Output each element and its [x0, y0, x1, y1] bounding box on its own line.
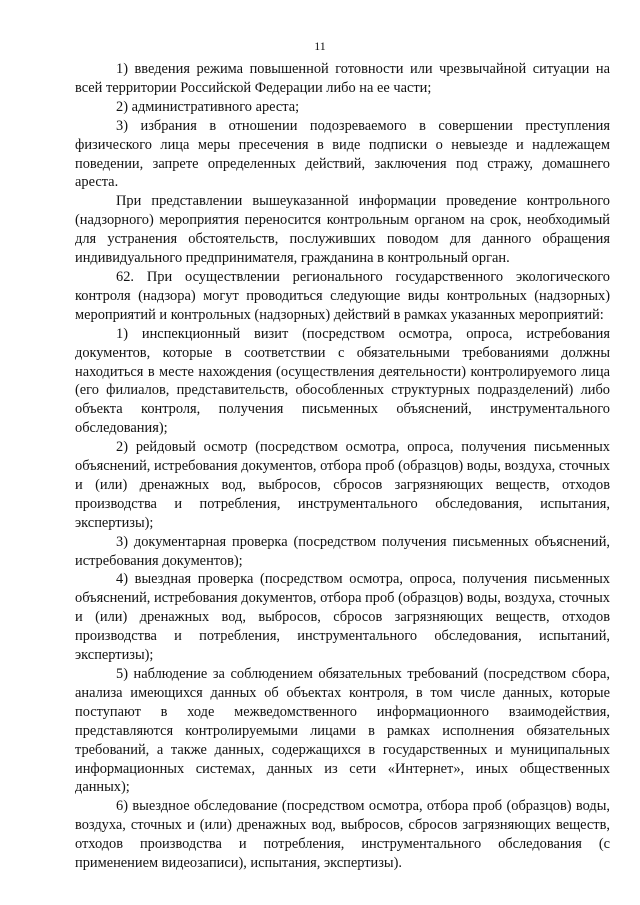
paragraph-compliance-monitoring: 5) наблюдение за соблюдением обязательных требований (посредством сбора, анализа имеющихся данных об объектах контроля, в том числе данных, которые поступают в ходе межведомственного информационного взаимодействия, представляются контролируемыми лицами в рамках исполнения обязательных требований, а также данных, содержащихся в государственных и муниципальных информационных системах, данных из сети «Интернет», иных общественных данных);	[75, 666, 610, 796]
paragraph-item-3-preventive-measure: 3) избрания в отношении подозреваемого в совершении преступления физического лица меры пресечения в виде подписки о невыезде и надлежащем поведении, запрете определенных действий, заключения под стражу, домашнего ареста.	[75, 117, 610, 191]
paragraph-clause-62: 62. При осуществлении регионального государственного экологического контроля (надзора) могут проводиться следующие виды контрольных (надзорных) мероприятий и контрольных (надзорных) действий в рамках указанных мероприятий:	[75, 268, 610, 323]
paragraph-item-2-administrative-arrest: 2) административного ареста;	[116, 98, 300, 115]
paragraph-postponement: При представлении вышеуказанной информации проведение контрольного (надзорного) мероприятия переносится контрольным органом на срок, необходимый для устранения обстоятельств, послуживших поводом для данного обращения индивидуального предпринимателя, гражданина в контрольный орган.	[75, 193, 610, 267]
paragraph-field-check: 4) выездная проверка (посредством осмотра, опроса, получения письменных объяснений, истребования документов, отбора проб (образцов) воды, воздуха, сточных и (или) дренажных вод, выбросов, сбросов загрязняющих веществ, отходов производства и потребления, инструментального обследования, испытаний, экспертизы);	[75, 571, 610, 664]
paragraph-raid-inspection: 2) рейдовый осмотр (посредством осмотра, опроса, получения письменных объяснений, истребования документов, отбора проб (образцов) воды, воздуха, сточных и (или) дренажных вод, выбросов, сбросов загрязняющих веществ, отходов производства и потребления, инструментального обследования, испытания, экспертизы);	[75, 439, 610, 531]
document-body	[75, 60, 610, 873]
paragraph-documentary-check: 3) документарная проверка (посредством получения письменных объяснений, истребования документов);	[75, 533, 610, 569]
paragraph-item-1-emergency-regime: 1) введения режима повышенной готовности или чрезвычайной ситуации на всей территории Российской Федерации либо на ее части;	[75, 61, 610, 96]
paragraph-inspection-visit: 1) инспекционный визит (посредством осмотра, опроса, истребования документов, которые в соответствии с обязательными требованиями должны находиться в месте нахождения (осуществления деятельности) контролируемого лица (его филиалов, представительств, обособленных структурных подразделений) либо объекта контроля, получения письменных объяснений, инструментального обследования);	[75, 325, 610, 437]
paragraph-field-survey: 6) выездное обследование (посредством осмотра, отбора проб (образцов) воды, воздуха, сточных и (или) дренажных вод, выбросов, сбросов загрязняющих веществ, отходов производства и потребления, инструментального обследования (с применением видеозаписи), испытания, экспертизы).	[75, 798, 610, 872]
page-number: 11	[314, 39, 326, 53]
